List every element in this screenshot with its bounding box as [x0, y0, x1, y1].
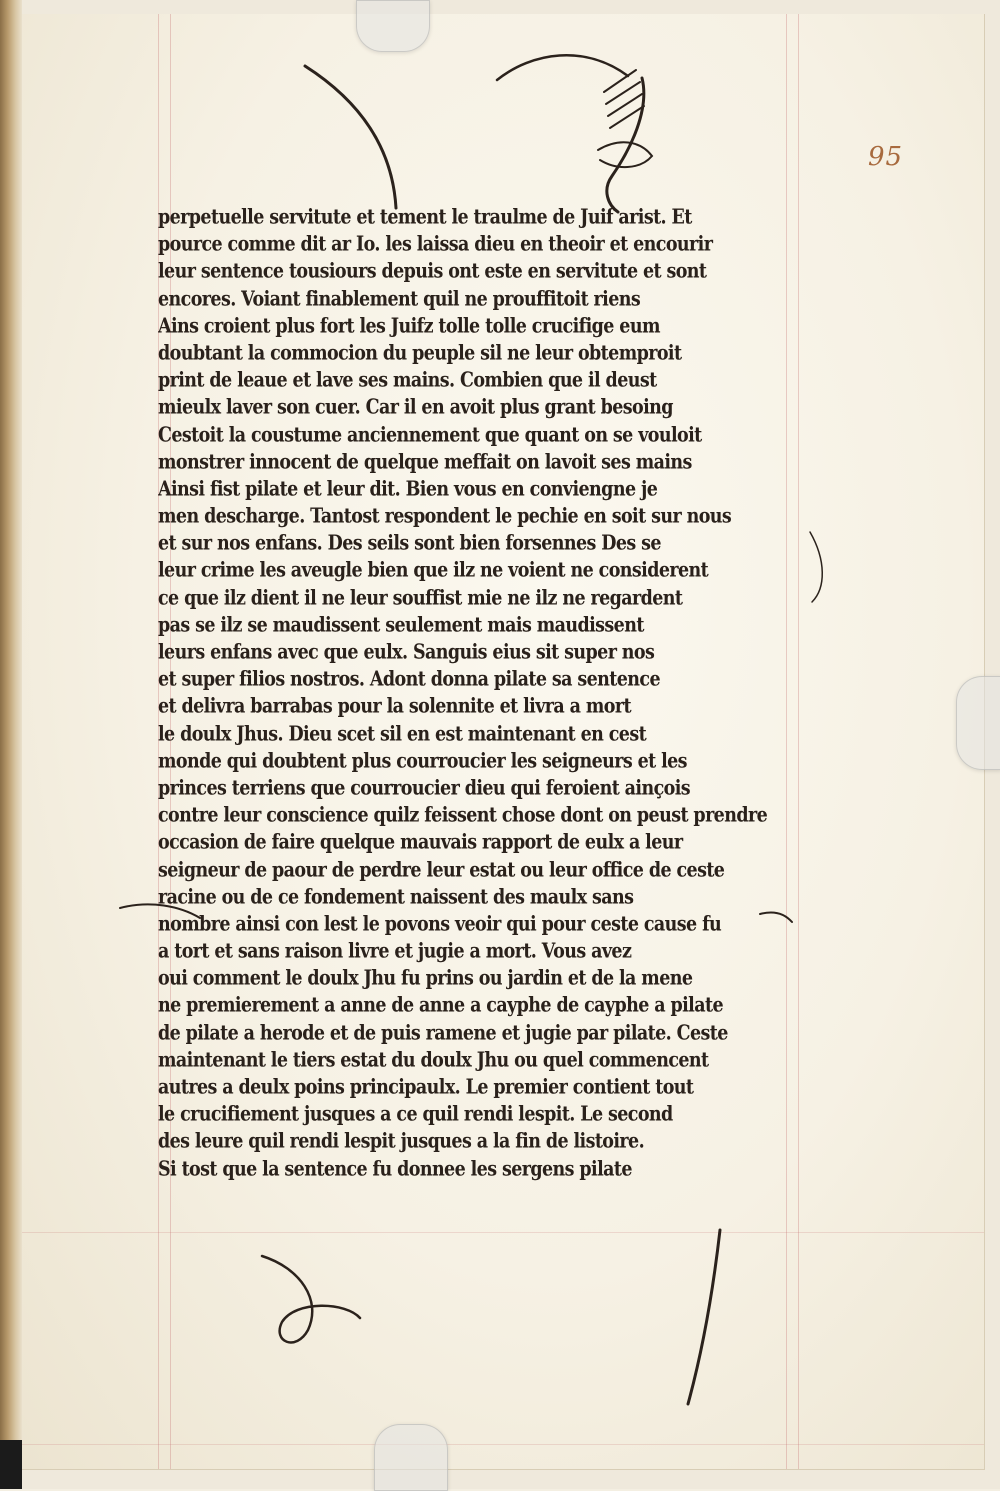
text-line: et sur nos enfans. Des seils sont bien forsennes Des se	[158, 532, 661, 556]
text-line: occasion de faire quelque mauvais rapport de eulx a leur	[158, 831, 683, 855]
text-line: le doulx Jhus. Dieu scet sil en est maintenant en cest	[158, 722, 647, 746]
text-line: pas se ilz se maudissent seulement mais maudissent	[158, 614, 644, 638]
text-line: Ainsi fist pilate et leur dit. Bien vous en conviengne je	[158, 478, 658, 502]
initial-cadels	[604, 70, 644, 128]
text-line: le crucifiement jusques a ce quil rendi lespit. Le second	[158, 1103, 673, 1127]
text-line: a tort et sans raison livre et jugie a mort. Vous avez	[158, 940, 632, 964]
text-line: ce que ilz dient il ne leur souffist mie ne ilz ne regardent	[158, 587, 683, 611]
text-line: monstrer innocent de quelque meffait on lavoit ses mains	[158, 451, 692, 475]
descender-flourish	[688, 1230, 720, 1404]
text-line: Si tost que la sentence fu donnee les sergens pilate	[158, 1157, 632, 1181]
manuscript-text-block	[158, 205, 808, 1184]
text-line: oui comment le doulx Jhu fu prins ou jardin et de la mene	[158, 967, 693, 991]
top-left-ascender-flourish	[305, 66, 396, 208]
text-line: encores. Voiant finablement quil ne prouffitoit riens	[158, 287, 641, 311]
text-line: doubtant la commocion du peuple sil ne leur obtemproit	[158, 342, 682, 366]
top-arch-flourish	[497, 55, 628, 80]
text-line: Cestoit la coustume anciennement que quant on se vouloit	[158, 423, 702, 447]
text-line: des leure quil rendi lespit jusques a la fin de listoire.	[158, 1130, 645, 1154]
text-line: monde qui doubtent plus courroucier les seigneurs et les	[158, 750, 687, 774]
text-line: Ains croient plus fort les Juifz tolle tolle crucifige eum	[158, 315, 660, 339]
bottom-loop-flourish	[262, 1256, 360, 1342]
text-line: leurs enfans avec que eulx. Sanguis eius sit super nos	[158, 641, 655, 665]
text-line: autres a deulx poins principaulx. Le premier contient tout	[158, 1076, 694, 1100]
text-line: et super filios nostros. Adont donna pilate sa sentence	[158, 668, 660, 692]
text-line: racine ou de ce fondement naissent des maulx sans	[158, 886, 634, 910]
text-line: pource comme dit ar Io. les laissa dieu en theoir et encourir	[158, 233, 713, 257]
text-line: mieulx laver son cuer. Car il en avoit plus grant besoing	[158, 396, 673, 420]
text-line: ne premierement a anne de anne a cayphe de cayphe a pilate	[158, 994, 723, 1018]
text-line: leur sentence tousiours depuis ont este en servitute et sont	[158, 260, 707, 284]
text-line: leur crime les aveugle bien que ilz ne voient ne considerent	[158, 559, 709, 583]
text-line: nombre ainsi con lest le povons veoir qui pour ceste cause fu	[158, 913, 722, 937]
text-line: print de leaue et lave ses mains. Combien que il deust	[158, 369, 657, 393]
bottom-page-clip	[374, 1424, 448, 1491]
right-page-clip	[956, 676, 1000, 770]
top-page-clip	[356, 0, 430, 52]
text-line: contre leur conscience quilz feissent chose dont on peust prendre	[158, 804, 768, 828]
text-line: maintenant le tiers estat du doulx Jhu ou quel commencent	[158, 1049, 709, 1073]
text-line: et delivra barrabas pour la solennite et livra a mort	[158, 695, 631, 719]
text-line: perpetuelle servitute et tement le traulme de Juif arist. Et	[158, 206, 692, 230]
text-line: men descharge. Tantost respondent le pechie en soit sur nous	[158, 505, 732, 529]
folio-number: 95	[868, 142, 904, 172]
text-line: seigneur de paour de perdre leur estat ou leur office de ceste	[158, 858, 725, 882]
margin-curl-flourish	[810, 532, 822, 602]
text-line: princes terriens que courroucier dieu qui feroient ainçois	[158, 777, 691, 801]
text-line: de pilate a herode et de puis ramene et jugie par pilate. Ceste	[158, 1022, 728, 1046]
